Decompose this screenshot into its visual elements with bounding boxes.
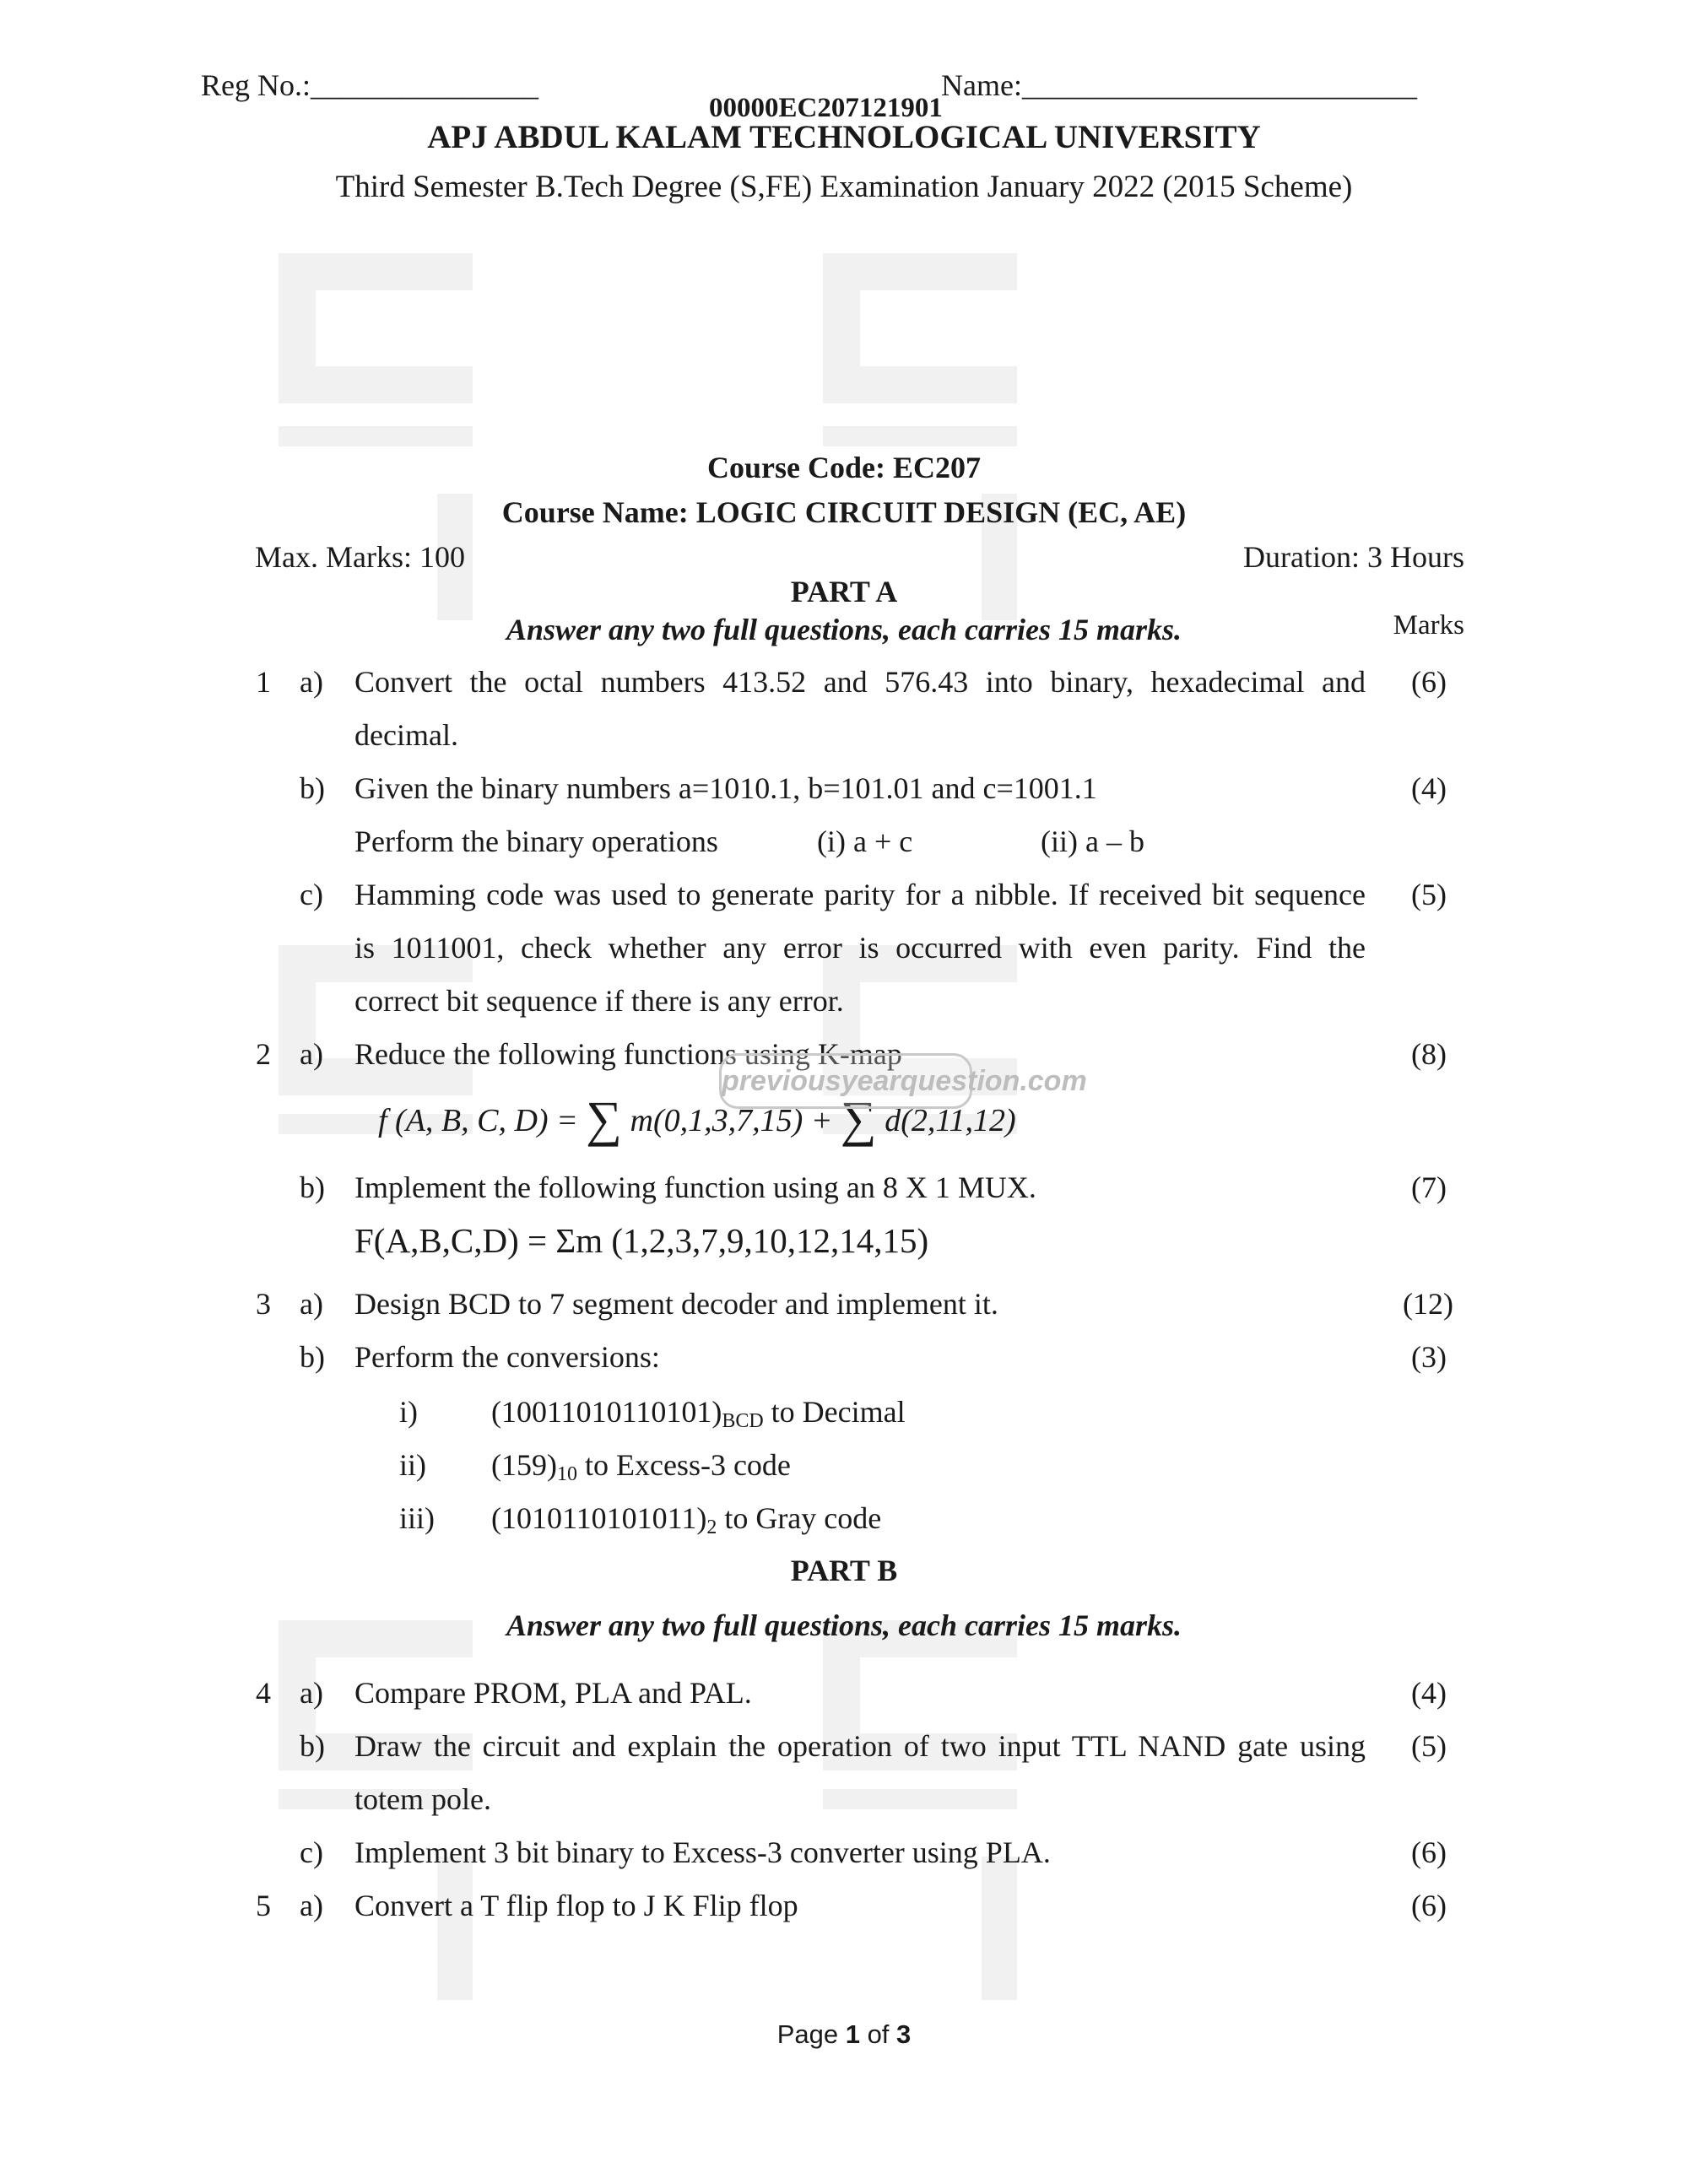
question-number: 5 <box>256 1889 271 1922</box>
sub-question-label: c) <box>300 878 323 911</box>
question-marks: (6) <box>1411 1835 1447 1869</box>
question-marks: (4) <box>1411 771 1447 805</box>
course-name: Course Name: LOGIC CIRCUIT DESIGN (EC, AE) <box>501 495 1187 529</box>
question-text: Design BCD to 7 segment decoder and implement it. <box>354 1287 998 1321</box>
page-number: Page 1 of 3 <box>776 2019 912 2049</box>
formula-dontcares: d(2,11,12) <box>885 1103 1016 1138</box>
exam-title: Third Semester B.Tech Degree (S,FE) Examination January 2022 (2015 Scheme) <box>335 170 1353 204</box>
question-marks: (5) <box>1411 1729 1447 1763</box>
question-number: 1 <box>256 665 271 699</box>
part-a-instruction: Answer any two full questions, each carries 15 marks. <box>506 613 1182 646</box>
question-text: Convert a T flip flop to J K Flip flop <box>354 1889 798 1922</box>
question-text: Implement 3 bit binary to Excess-3 converter using PLA. <box>354 1835 1051 1869</box>
question-number: 3 <box>256 1287 271 1321</box>
operation-item: (ii) a – b <box>1041 824 1144 858</box>
question-text: Implement the following function using an 8 X 1 MUX. <box>354 1170 1036 1204</box>
question-marks: (8) <box>1411 1037 1447 1071</box>
duration: Duration: 3 Hours <box>1243 540 1464 574</box>
question-text: Given the binary numbers a=1010.1, b=101.01 and c=1001.1 <box>354 771 1097 805</box>
sub-question-label: a) <box>300 1676 323 1710</box>
question-text: Perform the conversions: <box>354 1340 660 1374</box>
course-code: Course Code: EC207 <box>707 451 981 484</box>
question-marks: (5) <box>1411 878 1447 911</box>
part-b-instruction: Answer any two full questions, each carries 15 marks. <box>506 1608 1182 1642</box>
question-text: Reduce the following functions using K-map <box>354 1037 902 1071</box>
list-item-label: iii) <box>399 1501 435 1535</box>
question-number: 4 <box>256 1676 271 1710</box>
sub-question-label: c) <box>300 1835 323 1869</box>
list-item-label: i) <box>399 1395 418 1429</box>
question-text: is 1011001, check whether any error is occurred with even parity. Find the <box>354 931 1366 965</box>
question-marks: (6) <box>1411 665 1447 699</box>
question-text: Draw the circuit and explain the operation of two input TTL NAND gate using <box>354 1729 1366 1763</box>
question-text: Hamming code was used to generate parity for a nibble. If received bit sequence <box>354 878 1366 911</box>
part-a-title: PART A <box>790 575 898 608</box>
mux-formula: F(A,B,C,D) = Σm (1,2,3,7,9,10,12,14,15) <box>354 1221 929 1260</box>
watermark-stamp: previousyearquestion.com <box>719 1053 972 1109</box>
list-item-label: ii) <box>399 1448 426 1482</box>
sub-question-label: b) <box>300 771 325 805</box>
summation-symbol: ∑ <box>840 1091 877 1147</box>
question-marks: (3) <box>1411 1340 1447 1374</box>
sub-question-label: b) <box>300 1170 325 1204</box>
max-marks: Max. Marks: 100 <box>255 540 465 574</box>
question-text: Perform the binary operations <box>354 824 718 858</box>
question-marks: (6) <box>1411 1889 1447 1922</box>
university-name: APJ ABDUL KALAM TECHNOLOGICAL UNIVERSITY <box>427 119 1261 155</box>
sub-question-label: a) <box>300 1287 323 1321</box>
summation-symbol: ∑ <box>586 1091 623 1147</box>
marks-column-header: Marks <box>1393 610 1464 641</box>
conversion-item: $(10011010110101)_{BCD}$ to Decimal <box>491 1395 906 1432</box>
reg-no-field: Reg No.:_______________ <box>201 68 538 102</box>
sub-question-label: a) <box>300 1889 323 1922</box>
sub-question-label: a) <box>300 1037 323 1071</box>
sub-question-label: b) <box>300 1729 325 1763</box>
formula-minterms: m(0,1,3,7,15) + <box>630 1103 833 1138</box>
name-field: Name:__________________________ <box>941 68 1417 102</box>
question-text: Compare PROM, PLA and PAL. <box>354 1676 752 1710</box>
question-number: 2 <box>256 1037 271 1071</box>
conversion-item: $(159)_{10}$ to Excess-3 code <box>491 1448 791 1485</box>
question-text: totem pole. <box>354 1782 491 1816</box>
question-text: decimal. <box>354 718 458 752</box>
operation-item: (i) a + c <box>817 824 913 858</box>
question-marks: (12) <box>1403 1287 1453 1321</box>
sub-question-label: a) <box>300 665 323 699</box>
question-text: correct bit sequence if there is any error. <box>354 984 844 1018</box>
sub-question-label: b) <box>300 1340 325 1374</box>
part-b-title: PART B <box>790 1554 898 1587</box>
conversion-item: $(1010110101011)_2$ to Gray code <box>491 1501 882 1538</box>
question-text: Convert the octal numbers 413.52 and 576.43 into binary, hexadecimal and <box>354 665 1366 699</box>
question-marks: (7) <box>1411 1170 1447 1204</box>
question-marks: (4) <box>1411 1676 1447 1710</box>
formula-lhs: f (A, B, C, D) = <box>378 1103 578 1138</box>
paper-code: 00000EC207121901 <box>709 93 943 123</box>
